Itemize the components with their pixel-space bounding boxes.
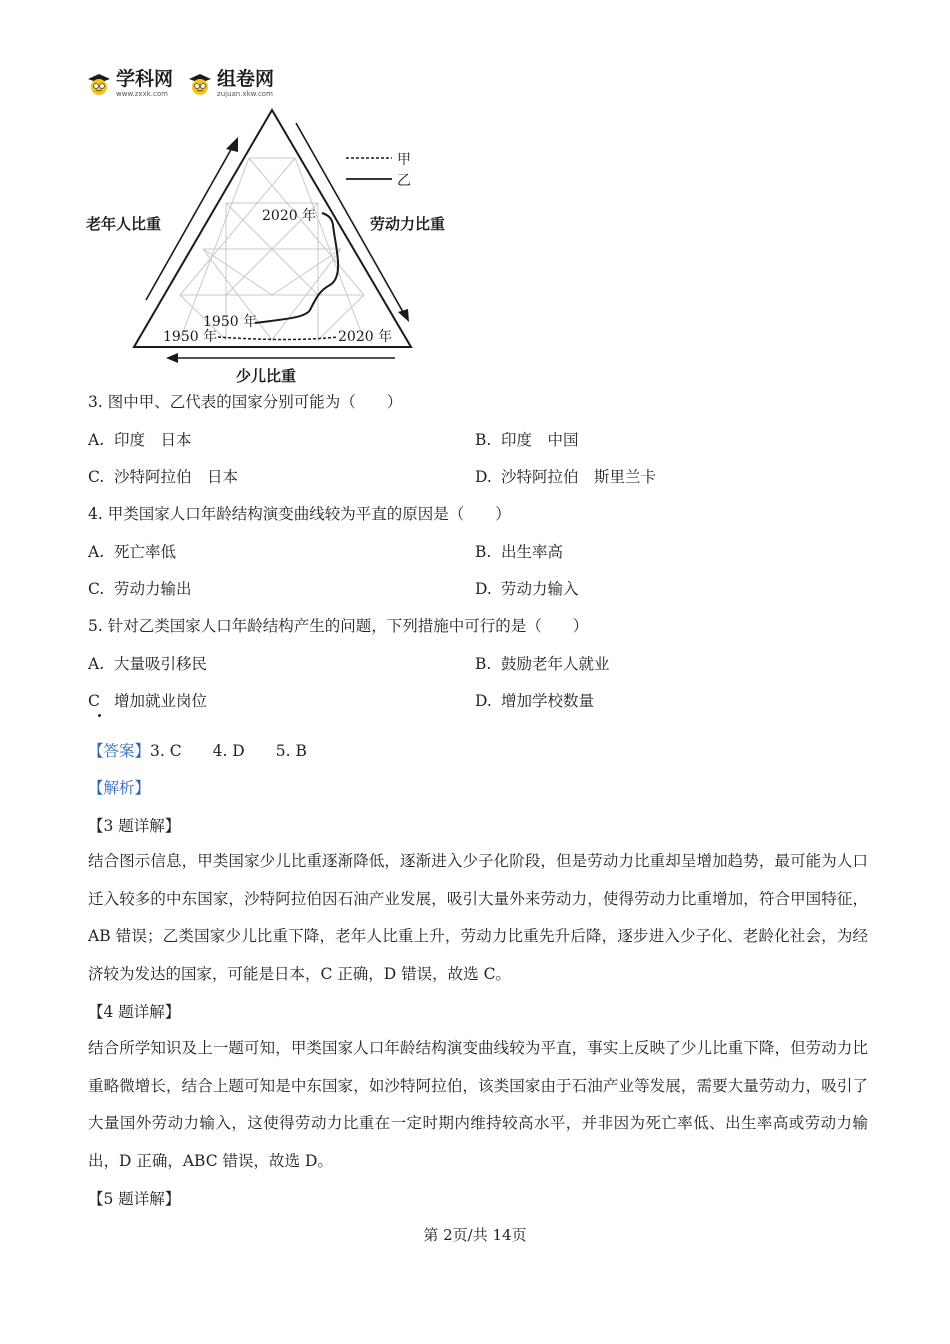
bottom-arrow-head bbox=[166, 353, 178, 363]
logo-xuekewang bbox=[86, 70, 173, 98]
question-5-stem: 5. 针对乙类国家人口年龄结构产生的问题，下列措施中可行的是（ ） bbox=[88, 617, 589, 635]
logo-name: 学科网 bbox=[116, 68, 174, 90]
stray-dot bbox=[98, 714, 101, 717]
legend-yi-label: 乙 bbox=[397, 173, 411, 189]
option-text: 劳动力输出 bbox=[114, 580, 192, 598]
answer-line bbox=[88, 741, 307, 761]
q5-option-d bbox=[475, 691, 594, 711]
mascot-icon bbox=[187, 71, 213, 97]
option-label: C bbox=[88, 692, 100, 710]
option-text: 沙特阿拉伯 日本 bbox=[114, 468, 239, 486]
q5-option-c bbox=[88, 691, 207, 711]
q4-option-d bbox=[475, 579, 579, 599]
analysis-tag: 【解析】 bbox=[88, 779, 151, 797]
option-text: 印度 日本 bbox=[114, 431, 192, 449]
label-yi-2020: 2020 年 bbox=[262, 208, 317, 224]
q4-option-a bbox=[88, 542, 176, 562]
option-text: 出生率高 bbox=[501, 543, 564, 561]
detail-3-text: 结合图示信息，甲类国家少儿比重逐渐降低，逐渐进入少子化阶段，但是劳动力比重却呈增加趋势，最可能为人口迁入较多的中东国家，沙特阿拉伯因石油产业发展，吸引大量外来劳动力，使得劳动力比重增加，符合甲国特征，AB 错误；乙类国家少儿比重下降，老年人比重上升，劳动力比重先升后降，逐步进入少子化、老龄化社会，为经济较为发达的国家，可能是日本，C 正确，D 错误，故选 C。 bbox=[88, 852, 868, 983]
option-label: D. bbox=[475, 468, 492, 486]
logo-url: www.zxxk.com bbox=[116, 90, 168, 98]
option-label: A. bbox=[88, 543, 105, 561]
question-4-stem: 4. 甲类国家人口年龄结构演变曲线较为平直的原因是（ ） bbox=[88, 505, 511, 523]
option-label: B. bbox=[475, 431, 492, 449]
q3-option-d bbox=[475, 467, 656, 487]
option-text: 增加学校数量 bbox=[501, 692, 595, 710]
axis-right-label: 劳动力比重 bbox=[370, 215, 446, 233]
label-jia-1950: 1950 年 bbox=[163, 329, 218, 345]
ternary-diagram bbox=[80, 100, 480, 390]
label-yi-1950: 1950 年 bbox=[203, 314, 258, 330]
legend-jia-label: 甲 bbox=[397, 152, 411, 168]
option-label: D. bbox=[475, 692, 492, 710]
option-label: B. bbox=[475, 655, 492, 673]
option-text: 大量吸引移民 bbox=[114, 655, 208, 673]
option-label: C. bbox=[88, 468, 105, 486]
logo-zujuanwang bbox=[187, 70, 274, 98]
axis-bottom-label: 少儿比重 bbox=[236, 367, 297, 385]
answer-text: 3. C 4. D 5. B bbox=[150, 742, 307, 760]
q5-option-a bbox=[88, 654, 207, 674]
option-text: 增加就业岗位 bbox=[114, 692, 208, 710]
q3-option-b bbox=[475, 430, 579, 450]
q5-option-b bbox=[475, 654, 610, 674]
q4-option-c bbox=[88, 579, 192, 599]
axis-left-label: 老年人比重 bbox=[86, 215, 162, 233]
detail-3-title: 【3 题详解】 bbox=[88, 817, 181, 835]
option-label: C. bbox=[88, 580, 105, 598]
header-logos bbox=[86, 70, 274, 98]
detail-4-title: 【4 题详解】 bbox=[88, 1003, 181, 1021]
option-text: 劳动力输入 bbox=[501, 580, 579, 598]
option-text: 印度 中国 bbox=[501, 431, 579, 449]
label-jia-2020: 2020 年 bbox=[338, 329, 393, 345]
detail-5-title: 【5 题详解】 bbox=[88, 1190, 181, 1208]
option-label: A. bbox=[88, 655, 105, 673]
option-label: D. bbox=[475, 580, 492, 598]
logo-name: 组卷网 bbox=[217, 68, 275, 90]
page-number: 第 2页/共 14页 bbox=[423, 1226, 527, 1244]
question-3-stem: 3. 图中甲、乙代表的国家分别可能为（ ） bbox=[88, 393, 403, 411]
option-text: 死亡率低 bbox=[114, 543, 177, 561]
yi-curve bbox=[255, 213, 338, 323]
logo-url: zujuan.xkw.com bbox=[217, 90, 273, 98]
q3-option-a bbox=[88, 430, 192, 450]
right-arrow-head bbox=[398, 309, 409, 322]
option-label: A. bbox=[88, 431, 105, 449]
option-text: 沙特阿拉伯 斯里兰卡 bbox=[501, 468, 657, 486]
option-text: 鼓励老年人就业 bbox=[501, 655, 610, 673]
answer-tag: 【答案】 bbox=[88, 742, 151, 760]
left-arrow-head bbox=[226, 137, 238, 152]
detail-4-text: 结合所学知识及上一题可知，甲类国家人口年龄结构演变曲线较为平直，事实上反映了少儿比重下降，但劳动力比重略微增长，结合上题可知是中东国家，如沙特阿拉伯，该类国家由于石油产业等发展，需要大量劳动力，吸引了大量国外劳动力输入，这使得劳动力比重在一定时期内维持较高水平，并非因为死亡率低、出生率高或劳动力输出，D 正确，ABC 错误，故选 D。 bbox=[88, 1039, 868, 1170]
q4-option-b bbox=[475, 542, 563, 562]
mascot-icon bbox=[86, 71, 112, 97]
q3-option-c bbox=[88, 467, 238, 487]
option-label: B. bbox=[475, 543, 492, 561]
